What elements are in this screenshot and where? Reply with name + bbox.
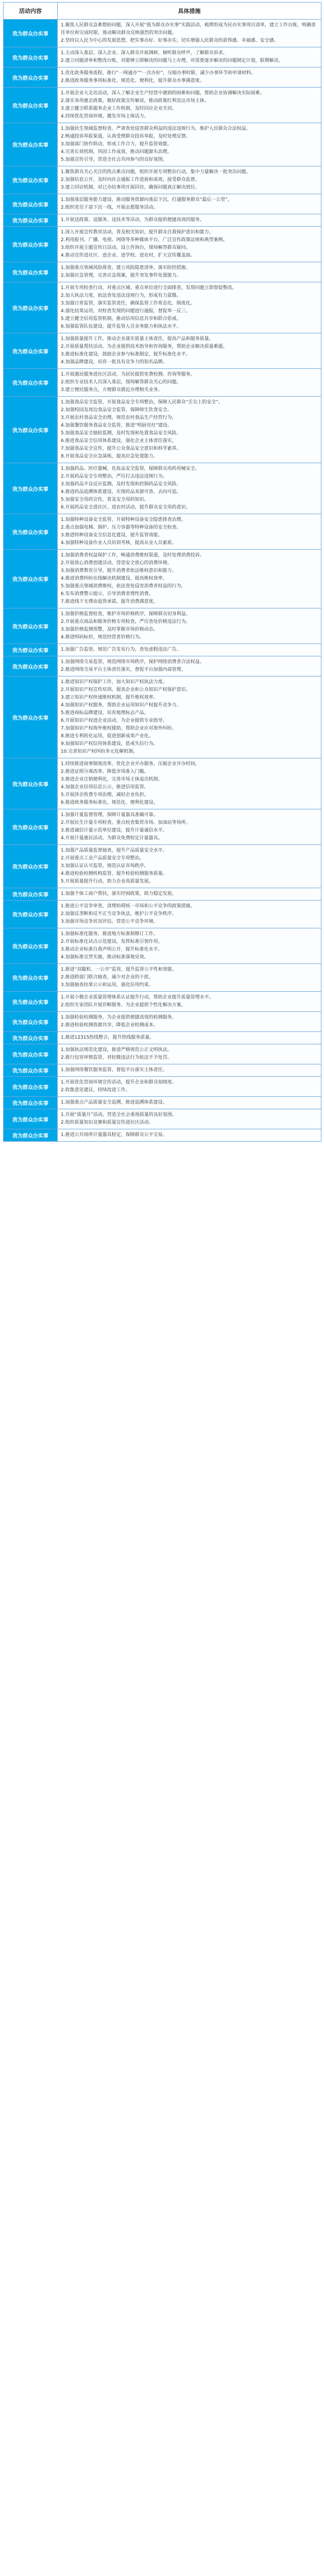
activity-name-cell: 我为群众办实事	[4, 1109, 58, 1129]
measure-line: 1.推进公共场所计量器具检定，保障群众公平交易。	[61, 1132, 167, 1138]
measure-line: 4.加强品牌建设，培育一批具有竞争力的知名品牌。	[61, 360, 167, 365]
measure-line: 1.开展专项检查行动，对重点区域、重点单位进行全面排查，发现问题立即督促整改。	[61, 285, 237, 291]
measure-line: 1.开展“质量月”活动，营造全社会重视质量的良好氛围。	[61, 1112, 177, 1117]
measure-line: 2.推行包容审慎监管，对轻微违法行为依法不予处罚。	[61, 1055, 172, 1060]
activity-name-cell: 我为群众办实事	[4, 608, 58, 644]
measure-line: 1.加强产品质量监督抽查，提升产品质量安全水平。	[61, 848, 167, 853]
activity-name-cell: 我为群众办实事	[4, 901, 58, 928]
activity-name-cell: 我为群众办实事	[4, 758, 58, 809]
measures-cell	[58, 47, 321, 67]
measure-line: 1.推进12315热线整合，提升热线服务质量。	[61, 1035, 155, 1040]
measure-line: 2.组织党员干部下沉一线，开展志愿服务活动。	[61, 205, 158, 210]
activity-name-cell: 我为群众办实事	[4, 194, 58, 214]
measure-line: 1.加强药品、医疗器械、化妆品安全监管，保障群众用药用械安全。	[61, 466, 200, 471]
activity-name-cell: 我为群众办实事	[4, 656, 58, 676]
measure-line: 2.加强信息公开，及时向社会通报工作进展和成效，接受群众监督。	[61, 177, 200, 182]
activity-name-cell: 我为群众办实事	[4, 964, 58, 992]
measure-line: 1.开展企业大走访活动，深入了解企业生产经营中遇到的困难和问题，帮助企业协调解决实际困难。	[61, 91, 265, 96]
measure-line: 7.加强知识产权海外维权援助，帮助企业应对海外纠纷。	[61, 726, 177, 731]
measure-line: 5.加强食品安全抽检监测，及时发现和处置食品安全风险。	[61, 431, 181, 436]
activity-name-cell: 我为群众办实事	[4, 928, 58, 964]
measure-line: 5.加强安全用药宣传，普及安全用药知识。	[61, 497, 149, 502]
activity-name-cell: 我为群众办实事	[4, 369, 58, 397]
measure-line: 2.开展重点商品和服务价格专项检查，严厉查处价格违法行为。	[61, 619, 191, 624]
measures-cell	[58, 214, 321, 227]
measure-line: 3.加强抽查结果公示和运用，强化信用约束。	[61, 982, 154, 988]
measure-line: 1.推进“双随机、一公开”监管，提升监管公平性和效能。	[61, 967, 177, 972]
measure-line: 1.加强计量监督管理，保障计量器具准确可靠。	[61, 812, 158, 818]
column-header-measures: 具体措施	[58, 3, 321, 20]
measure-line: 2.开展标准化试点示范建设，发挥标准引领作用。	[61, 939, 163, 944]
activity-name-cell: 我为群众办实事	[4, 1077, 58, 1097]
measure-line: 1.聚焦人民群众急难愁盼问题，深入开展“我为群众办实事”实践活动，梳理形成为民办实事项目清单，建立工作台账，明确责任单位和完成时限，推动解决群众反映强烈的突出问题。	[61, 23, 316, 36]
measures-cell	[58, 992, 321, 1012]
activity-name-cell: 我为群众办实事	[4, 676, 58, 758]
measure-line: 2.加强应急管理，完善应急预案，提升突发事件处置能力。	[61, 273, 181, 278]
measure-line: 6.推进食品安全信用体系建设，强化企业主体责任落实。	[61, 438, 177, 444]
measure-line: 3.组织开展主题宣传日活动，设立咨询台，现场解答群众疑问。	[61, 245, 191, 250]
measure-line: 1.加强个体工商户帮扶，落实纾困政策，助力稳定发展。	[61, 891, 177, 896]
measure-line: 1.加强食品安全监管，开展食品安全专项整治，保障人民群众“舌尖上的安全”。	[61, 400, 223, 405]
measure-line: 3.推进诚信计量示范单位建设，提升计量诚信水平。	[61, 828, 167, 833]
activity-name-cell: 我为群众办实事	[4, 1097, 58, 1109]
measures-cell	[58, 88, 321, 123]
column-header-activity: 活动内容	[4, 3, 58, 20]
table-row	[4, 463, 321, 514]
table-row	[4, 88, 321, 123]
table-row	[4, 67, 321, 88]
table-row	[4, 1109, 321, 1129]
activity-name-cell: 我为群众办实事	[4, 88, 58, 123]
measure-line: 3.推进企业注销便利化，完善市场主体退出机制。	[61, 777, 163, 782]
measures-cell	[58, 369, 321, 397]
measure-line: 2.开展民生计量专项检查，重点检查集贸市场、加油站等场所。	[61, 820, 191, 825]
measures-cell	[58, 1044, 321, 1064]
measures-cell	[58, 227, 321, 262]
measures-cell	[58, 123, 321, 166]
table-row	[4, 227, 321, 262]
measure-line: 1.优化政务服务流程，推行“一网通办”“一次办好”，压缩办事时限，减少办事环节和申请材料。	[61, 71, 256, 76]
measure-line: 5.建立健全信用监管机制，推动信用信息共享和联合惩戒。	[61, 316, 181, 321]
measures-cell	[58, 888, 321, 901]
measure-line: 2.开展药品安全专项整治，严厉打击违法违规行为。	[61, 474, 167, 479]
measure-line: 2.重点加强电梯、锅炉、压力容器等特种设备的安全检查。	[61, 525, 181, 530]
measures-cell	[58, 676, 321, 758]
activity-name-cell: 我为群众办实事	[4, 1129, 58, 1142]
measure-line: 1.加强民生领域监督检查，严肃查处侵害群众利益的违法违规行为，维护人民群众合法权益。	[61, 126, 251, 131]
measures-cell	[58, 809, 321, 845]
measures-cell	[58, 1077, 321, 1097]
activity-name-cell: 我为群众办实事	[4, 1012, 58, 1032]
measure-line: 8.推进专利转化运用，促进创新成果产业化。	[61, 734, 154, 739]
table-row	[4, 166, 321, 194]
activity-name-cell: 我为群众办实事	[4, 397, 58, 463]
measure-line: 5.加强重点领域消费维权，依法查处侵害消费者权益的行为。	[61, 584, 186, 589]
table-row	[4, 47, 321, 67]
measures-cell	[58, 166, 321, 194]
table-row	[4, 1077, 321, 1097]
measure-line: 1.推进知识产权保护工作，加大知识产权执法力度。	[61, 680, 167, 685]
activity-name-cell: 我为群众办实事	[4, 1064, 58, 1077]
activity-name-cell: 我为群众办实事	[4, 262, 58, 282]
activity-name-cell: 我为群众办实事	[4, 20, 58, 47]
table-row	[4, 214, 321, 227]
measure-line: 7.加强食品安全宣传，提升公众食品安全意识和科学素养。	[61, 446, 181, 451]
measure-line: 1.开展优化营商环境宣传活动，提升企业和群众知晓度。	[61, 1080, 177, 1085]
measures-cell	[58, 1012, 321, 1032]
measure-line: 1.加强质量提升工作，推动企业落实质量主体责任，提高产品和服务质量。	[61, 336, 214, 342]
table-row	[4, 901, 321, 928]
measure-line: 9.加强知识产权信用体系建设，惩戒失信行为。	[61, 741, 158, 747]
measure-line: 3.加强日常监管，落实监管责任，确保监管工作常态化、制度化。	[61, 301, 195, 306]
table-row	[4, 123, 321, 166]
measure-line: 3.加强药品不良反应监测，及时发现和控制药品安全风险。	[61, 482, 181, 487]
measure-line: 4.加强餐饮服务食品安全监管，推进“明厨亮灶”建设。	[61, 423, 172, 428]
measure-line: 1.加强消费者权益保护工作，畅通消费维权渠道，及时处理消费投诉。	[61, 553, 204, 558]
activity-name-cell: 我为群众办实事	[4, 1044, 58, 1064]
measure-line: 4.加强标准宣贯实施，推动标准落地见效。	[61, 955, 149, 960]
measure-line: 2.加大执法力度，依法查处违法违规行为，形成有力震慑。	[61, 293, 181, 298]
measure-line: 2.收集意见建议，持续改进工作。	[61, 1088, 130, 1093]
table-row	[4, 644, 321, 656]
activity-name-cell: 我为群众办实事	[4, 644, 58, 656]
measures-cell	[58, 463, 321, 514]
measure-line: 5.开展涉企收费专项治理，减轻企业负担。	[61, 792, 149, 798]
measure-line: 3.建立回访机制，对已办结事项开展回访，确保问题真正解决到位。	[61, 185, 200, 190]
measure-line: 3.推进标准化建设，鼓励企业参与标准制定，提升标准化水平。	[61, 352, 191, 357]
measure-line: 4.开展计量惠民活动，为群众免费检定计量器具。	[61, 836, 163, 841]
measure-line: 3.加强部门协作联动，形成工作合力，提升监管效能。	[61, 142, 172, 147]
measure-line: 1.聚焦群众关心关注的热点难点问题，组织开展专项整治行动，集中力量解决一批突出问题。	[61, 170, 251, 175]
activity-name-cell: 我为群众办实事	[4, 123, 58, 166]
activity-name-cell: 我为群众办实事	[4, 888, 58, 901]
measure-line: 6.加强监管队伍建设，提升监管人员业务能力和执法水平。	[61, 324, 181, 329]
measure-line: 3.建立知识产权快速维权机制，提升维权效率。	[61, 695, 158, 700]
measure-line: 2.建立问题清单和整改台账，对能够立即解决的问题马上办理，对需要逐步解决的问题制定计划，限期解决。	[61, 58, 283, 63]
measures-cell	[58, 67, 321, 88]
measures-cell	[58, 608, 321, 644]
measure-line: 1.加强重点领域风险排查，建立风险隐患清单，落实防控措施。	[61, 265, 191, 270]
measure-line: 2.推进网络交易平台主体责任落实，督促平台加强内部管理。	[61, 667, 186, 672]
table-row	[4, 1129, 321, 1142]
table-row	[4, 845, 321, 888]
measure-line: 7.推进线下无理由退货承诺，提升消费满意度。	[61, 599, 158, 604]
activity-name-cell: 我为群众办实事	[4, 47, 58, 67]
measure-line: 1.加强网络餐饮服务监管，督促平台落实主体责任。	[61, 1067, 167, 1073]
measure-line: 4.完善长效机制，巩固工作成效，推动问题源头治理。	[61, 149, 172, 155]
measure-line: 3.建立健全联系服务企业工作机制，及时回应企业关切。	[61, 106, 177, 111]
measures-cell	[58, 550, 321, 608]
measure-line: 2.开展知识产权宣传培训，提高企业和公众知识产权保护意识。	[61, 687, 191, 692]
measures-cell	[58, 20, 321, 47]
measure-line: 8.开展食品安全应急演练，提高应急处置能力。	[61, 454, 158, 459]
measure-line: 2.加强校园及周边食品安全监管，保障师生饮食安全。	[61, 408, 172, 413]
measure-line: 3.建立便民服务点，方便群众就近办理相关业务。	[61, 387, 163, 393]
measure-line: 1.推进公平竞争审查，清理妨碍统一市场和公平竞争的政策措施。	[61, 904, 195, 909]
measure-line: 4.推进药品追溯体系建设，实现药品来源可查、去向可追。	[61, 489, 181, 495]
measure-line: 1.开展小微企业质量管理体系认证提升行动，帮助企业提升质量管理水平。	[61, 995, 214, 1000]
measure-line: 2.推进跨部门联合抽查，减少对企业的干扰。	[61, 975, 154, 980]
table-row	[4, 262, 321, 282]
measures-cell	[58, 901, 321, 928]
measure-line: 6.开展药品安全进社区、进农村活动，提升群众安全用药意识。	[61, 505, 191, 510]
measures-cell	[58, 1064, 321, 1077]
table-row	[4, 758, 321, 809]
measure-line: 3.推进特种设备安全信息化建设，提升监管效能。	[61, 533, 163, 538]
table-row	[4, 1064, 321, 1077]
table-row	[4, 514, 321, 550]
table-row	[4, 20, 321, 47]
measures-cell	[58, 1109, 321, 1129]
measures-cell	[58, 194, 321, 214]
measure-line: 4.推进检验检测机构监管，提升检验检测服务质量。	[61, 871, 167, 876]
measures-cell	[58, 845, 321, 888]
measure-line: 2.落实各项惠企政策，做好政策宣传解读，推动政策红利直达市场主体。	[61, 98, 209, 104]
measure-line: 2.加强反垄断和反不正当竞争执法，维护公平竞争秩序。	[61, 911, 177, 917]
measure-line: 1.开展送政策、送服务、送技术等活动，为群众提供便捷高效的服务。	[61, 217, 204, 223]
measure-line: 3.加强市场竞争状况评估，营造公平竞争环境。	[61, 919, 158, 924]
measure-line: 4.加强特种设备作业人员培训考核，提高从业人员素质。	[61, 540, 177, 546]
measure-line: 2.组织专家团队开展诊断服务，为企业提供个性化解决方案。	[61, 1003, 186, 1008]
measure-line: 5.开展质量提升行动，助力企业高质量发展。	[61, 879, 154, 884]
measure-line: 1.持续推进商事制度改革，优化企业开办服务，压缩企业开办时间。	[61, 761, 200, 767]
measures-cell	[58, 262, 321, 282]
measure-line: 6.发布消费警示提示，引导消费者理性消费。	[61, 591, 154, 597]
measure-line: 1.加强重点产品质量安全追溯，推进追溯体系建设。	[61, 1100, 167, 1105]
activity-name-cell: 我为群众办实事	[4, 282, 58, 333]
measure-line: 2.坚持以人民为中心的发展思想，把实事办好、好事办实，切实增强人民群众的获得感、幸福感、安全感。	[61, 38, 279, 43]
activity-name-cell: 我为群众办实事	[4, 67, 58, 88]
measures-cell	[58, 928, 321, 964]
measure-line: 2.畅通投诉举报渠道，认真受理群众投诉举报，及时处理反馈。	[61, 134, 191, 139]
measure-line: 4.推动宣传进社区、进企业、进学校、进农村，扩大宣传覆盖面。	[61, 253, 195, 258]
measures-cell	[58, 1097, 321, 1109]
measures-cell	[58, 644, 321, 656]
activity-name-cell: 我为群众办实事	[4, 227, 58, 262]
table-row	[4, 550, 321, 608]
measures-cell	[58, 758, 321, 809]
measure-line: 4.加强知识产权服务，帮助企业运用知识产权提升竞争力。	[61, 703, 181, 708]
measure-line: 2.利用报刊、广播、电视、网络等多种媒体平台，广泛宣传政策法规和典型案例。	[61, 238, 228, 243]
measure-line: 3.加强价格监测预警，及时掌握市场价格动态。	[61, 627, 158, 632]
table-row	[4, 928, 321, 964]
table-row	[4, 1097, 321, 1109]
table-header-row	[4, 3, 321, 20]
measures-cell	[58, 1032, 321, 1044]
document-page	[3, 2, 321, 1142]
measure-line: 1.加强检验检测服务，为企业提供便捷高效的检测服务。	[61, 1015, 177, 1020]
table-row	[4, 1032, 321, 1044]
table-row	[4, 397, 321, 463]
activity-name-cell: 我为群众办实事	[4, 463, 58, 514]
measure-line: 6.推进政务服务标准化、规范化、便利化建设。	[61, 800, 158, 805]
measure-line: 2.开展放心消费创建活动，营造安全放心的消费环境。	[61, 561, 172, 566]
measure-line: 4.加强企业信用信息公示，推进信用监管。	[61, 785, 149, 790]
table-body	[4, 20, 321, 1142]
measure-line: 1.加强价格监督检查，维护市场价格秩序，保障群众切身利益。	[61, 612, 191, 617]
measures-cell	[58, 964, 321, 992]
table-row	[4, 608, 321, 644]
measures-cell	[58, 333, 321, 369]
measure-line: 4.推进明码标价，规范经营者价格行为。	[61, 635, 144, 640]
activity-name-cell: 我为群众办实事	[4, 809, 58, 845]
table-row	[4, 656, 321, 676]
measure-line: 4.推进消费纠纷在线解决机制建设，提高维权效率。	[61, 576, 167, 581]
measure-line: 2.推进政务服务事项标准化、规范化、便利化，提升群众办事满意度。	[61, 78, 204, 83]
activity-name-cell: 我为群众办实事	[4, 166, 58, 194]
measure-line: 5.加强宣传引导，营造全社会共同参与的良好氛围。	[61, 157, 167, 162]
measure-line: 4.持续优化营商环境，激发市场主体活力。	[61, 114, 149, 119]
measure-line: 1.加强执法规范化建设，推进严格规范公正文明执法。	[61, 1047, 172, 1053]
measure-line: 1.主动深入基层、深入企业、深入群众开展调研，倾听群众呼声，了解群众诉求。	[61, 50, 228, 56]
measure-line: 10.完善知识产权纠纷多元化解机制。	[61, 749, 138, 754]
measures-table	[3, 2, 321, 1142]
measures-cell	[58, 397, 321, 463]
measure-line: 2.开展重点工业产品质量安全专项整治。	[61, 856, 144, 861]
measures-cell	[58, 656, 321, 676]
measure-line: 3.加强消费教育引导，提升消费者依法维权意识和能力。	[61, 568, 177, 573]
table-row	[4, 964, 321, 992]
measure-line: 2.推进证照分离改革，降低市场准入门槛。	[61, 769, 149, 774]
table-row	[4, 992, 321, 1012]
table-row	[4, 809, 321, 845]
measure-line: 3.开展农村食品安全治理，规范农村食品生产经营行为。	[61, 415, 177, 420]
measure-line: 1.加强广告监管，规范广告发布行为，查处虚假违法广告。	[61, 647, 181, 652]
measures-cell	[58, 514, 321, 550]
activity-name-cell: 我为群众办实事	[4, 214, 58, 227]
measure-line: 2.组织质量知识竞赛和质量宣传进社区活动。	[61, 1120, 154, 1125]
measure-line: 2.开展质量帮扶活动，为企业提供技术指导和咨询服务，帮助企业解决质量难题。	[61, 344, 228, 349]
measure-line: 1.深入开展宣传教育活动，普及相关知识，提升群众自我保护意识和能力。	[61, 230, 214, 235]
table-row	[4, 1012, 321, 1032]
table-row	[4, 194, 321, 214]
table-row	[4, 333, 321, 369]
measure-line: 2.推进检验检测资源共享，降低企业检测成本。	[61, 1023, 158, 1028]
table-row	[4, 369, 321, 397]
measure-line: 3.加强认证认可监管，规范认证市场秩序。	[61, 863, 149, 869]
activity-name-cell: 我为群众办实事	[4, 550, 58, 608]
measure-line: 6.开展知识产权进企业活动，为企业提供专业指导。	[61, 718, 167, 723]
table-row	[4, 888, 321, 901]
table-row	[4, 282, 321, 333]
activity-name-cell: 我为群众办实事	[4, 514, 58, 550]
measure-line: 4.强化结果运用，对检查发现的问题进行通报，督促举一反三。	[61, 309, 191, 314]
measure-line: 1.加强网络交易监管，规范网络市场秩序，保护网络消费者合法权益。	[61, 659, 204, 665]
activity-name-cell: 我为群众办实事	[4, 992, 58, 1012]
activity-name-cell: 我为群众办实事	[4, 1032, 58, 1044]
activity-name-cell: 我为群众办实事	[4, 845, 58, 888]
measure-line: 2.组织专业技术人员深入基层，现场解答群众关心的问题。	[61, 380, 181, 385]
activity-name-cell: 我为群众办实事	[4, 333, 58, 369]
table-row	[4, 1044, 321, 1064]
measure-line: 5.推进商标品牌建设，培育地理标志产品。	[61, 710, 149, 716]
measure-line: 3.推动企业标准自我声明公开，提升标准化水平。	[61, 947, 163, 952]
measure-line: 1.加强标准化服务，推进地方标准制修订工作。	[61, 931, 158, 937]
measures-cell	[58, 282, 321, 333]
measures-cell	[58, 1129, 321, 1142]
table-row	[4, 676, 321, 758]
measure-line: 1.开展惠民服务进社区活动，为居民提供免费检测、咨询等服务。	[61, 372, 195, 377]
measure-line: 1.加强特种设备安全监管，开展特种设备安全隐患排查治理。	[61, 517, 186, 522]
measure-line: 1.加强基层服务能力建设，推动服务资源向基层下沉，打通服务群众“最后一公里”。	[61, 197, 232, 202]
